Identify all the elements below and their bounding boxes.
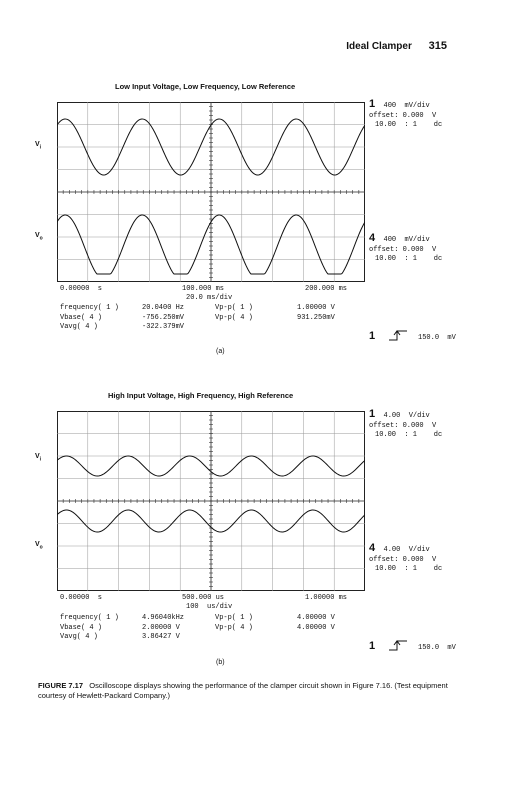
trigger-edge-icon [388, 329, 410, 341]
figure-caption [38, 681, 478, 701]
panel-a-time-div: 20.0 ms/div [186, 294, 233, 302]
panel-b-trigger: 1 150.0 mV [369, 640, 456, 652]
meas-row: Vbase( 4 ) 2.00000 V Vp-p( 4 ) 4.00000 V [60, 623, 335, 632]
panel-a-ch4-settings: 4 400 mV/div offset: 0.000 V 10.00 : 1 dc [369, 232, 443, 263]
panel-b-grid [57, 411, 365, 591]
panel-b-label: (b) [216, 659, 225, 666]
meas-row: frequency( 1 ) 20.0400 Hz Vp-p( 1 ) 1.00000 V [60, 304, 335, 312]
panel-b-ch4-settings: 4 4.00 V/div offset: 0.000 V 10.00 : 1 dc [369, 542, 443, 573]
panel-a-label: (a) [216, 348, 225, 355]
meas-row: Vavg( 4 ) 3.86427 V [60, 633, 180, 641]
panel-a-time-right: 200.000 ms [305, 285, 348, 293]
panel-b-time-div: 100 us/div [186, 603, 233, 611]
meas-row: frequency( 1 ) 4.96040kHz Vp-p( 1 ) 4.00000 V [60, 614, 335, 622]
figure-label: FIGURE 7.17 [38, 681, 84, 690]
panel-b-time-left: 0.00000 s [60, 594, 103, 602]
running-header [346, 40, 447, 52]
panel-a-vi-label: $V_i$ [35, 141, 42, 151]
panel-b-vi-label: $V_i$ [35, 453, 42, 463]
panel-b-vo-label: $V_o$ [35, 541, 43, 551]
panel-b-time-mid: 500.000 us [182, 594, 225, 602]
panel-b-oscillogram [57, 411, 365, 591]
panel-a-measurements [60, 304, 335, 333]
panel-a-time-mid: 100.000 ms [182, 285, 225, 293]
panel-a-ch1-settings: 1 400 mV/div offset: 0.000 V 10.00 : 1 dc [369, 98, 443, 129]
panel-b-time-right: 1.00000 ms [305, 594, 348, 602]
panel-a-title: Low Input Voltage, Low Frequency, Low Reference [115, 82, 296, 91]
panel-b-ch1-settings: 1 4.00 V/div offset: 0.000 V 10.00 : 1 dc [369, 408, 443, 439]
panel-b-measurements [60, 614, 335, 643]
panel-a-oscillogram [57, 102, 365, 282]
panel-a-trigger: 1 150.0 mV [369, 330, 456, 342]
panel-a-time-left: 0.00000 s [60, 285, 103, 293]
meas-row: Vbase( 4 ) -756.250mV Vp-p( 4 ) 931.250mV [60, 313, 335, 322]
caption-text: Oscilloscope displays showing the performance of the clamper circuit shown in Figure 7.16. (Test equipment courtesy of Hewlett-Packard Company.) [38, 681, 448, 700]
panel-b-scope-screen [57, 411, 365, 591]
panel-a-vo-label: $V_o$ [35, 232, 43, 242]
panel-b-title: High Input Voltage, High Frequency, High Reference [108, 391, 294, 400]
page-number: 315 [428, 40, 447, 52]
panel-a-scope-screen [57, 102, 365, 282]
trigger-edge-icon [388, 639, 410, 651]
section-title: Ideal Clamper [346, 41, 412, 52]
meas-row: Vavg( 4 ) -322.379mV [60, 323, 185, 331]
